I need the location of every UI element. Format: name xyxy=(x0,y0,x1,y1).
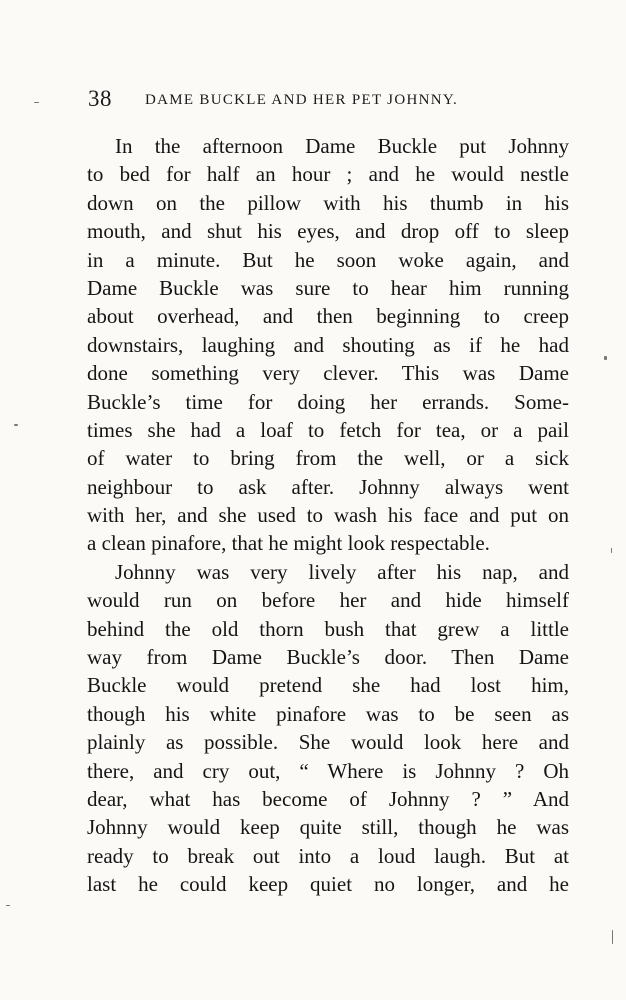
text-line: done something very clever. This was Dame xyxy=(87,361,569,386)
text-line: dear, what has become of Johnny ? ” And xyxy=(87,786,569,811)
page-number: 38 xyxy=(88,86,112,111)
paper-speck xyxy=(14,424,18,426)
paper-speck xyxy=(612,930,613,944)
text-line: downstairs, laughing and shouting as if he had xyxy=(87,332,569,357)
text-line: Dame Buckle was sure to hear him running xyxy=(87,275,569,300)
text-line: way from Dame Buckle’s door. Then Dame xyxy=(87,645,569,670)
text-line: down on the pillow with his thumb in his xyxy=(87,190,569,215)
text-line: in a minute. But he soon woke again, and xyxy=(87,247,569,272)
text-line: Johnny would keep quite still, though he was xyxy=(87,815,569,840)
text-line: a clean pinafore, that he might look respectable. xyxy=(87,531,490,556)
text-line: times she had a loaf to fetch for tea, or a pail xyxy=(87,417,569,442)
text-line: there, and cry out, “ Where is Johnny ? Oh xyxy=(87,758,569,783)
text-line: though his white pinafore was to be seen as xyxy=(87,701,569,726)
paper-speck xyxy=(34,102,39,103)
running-title: DAME BUCKLE AND HER PET JOHNNY. xyxy=(145,92,459,108)
text-line: to bed for half an hour ; and he would nestle xyxy=(87,162,569,187)
text-line: would run on before her and hide himself xyxy=(87,588,569,613)
text-line: Johnny was very lively after his nap, and xyxy=(115,559,569,584)
text-line: plainly as possible. She would look here and xyxy=(87,730,569,755)
paper-speck xyxy=(604,356,607,360)
text-line: of water to bring from the well, or a sick xyxy=(87,446,569,471)
page-header xyxy=(88,86,548,116)
text-line: Buckle’s time for doing her errands. Some- xyxy=(87,389,569,414)
text-line: ready to break out into a loud laugh. But at xyxy=(87,843,569,868)
text-line: In the afternoon Dame Buckle put Johnny xyxy=(115,134,569,158)
text-line: mouth, and shut his eyes, and drop off to sleep xyxy=(87,219,569,244)
text-line: last he could keep quiet no longer, and he xyxy=(87,872,569,897)
text-line: about overhead, and then beginning to creep xyxy=(87,304,569,329)
text-line: Buckle would pretend she had lost him, xyxy=(87,673,569,698)
text-line: with her, and she used to wash his face and put on xyxy=(87,503,569,528)
body-text xyxy=(87,132,569,899)
paper-speck xyxy=(6,905,10,906)
paper-speck xyxy=(611,548,612,553)
text-line: behind the old thorn bush that grew a little xyxy=(87,616,569,641)
text-line: neighbour to ask after. Johnny always went xyxy=(87,474,569,499)
